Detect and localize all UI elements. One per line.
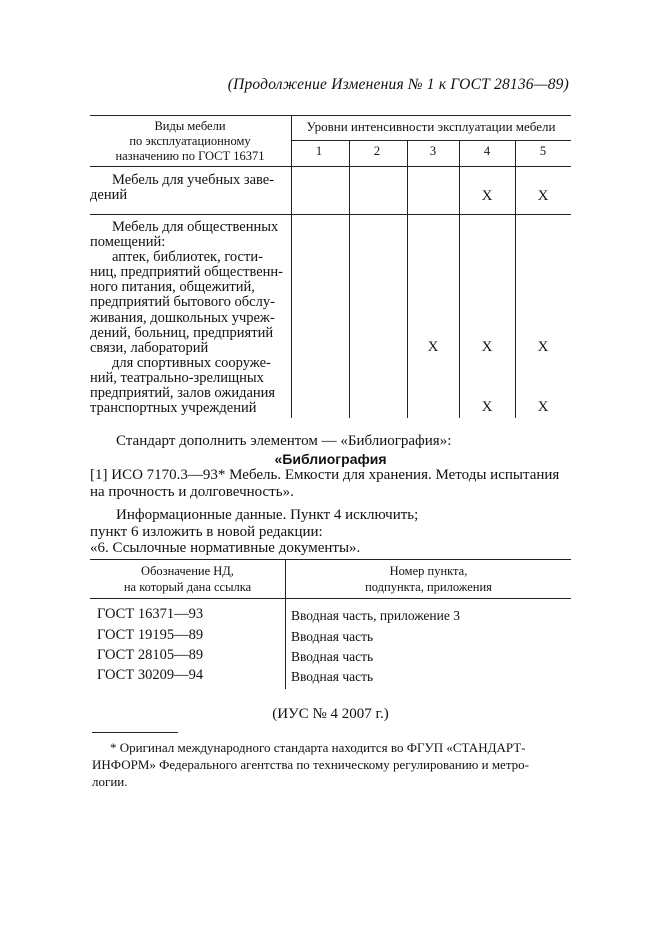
column-rule (349, 140, 350, 418)
mark-x: X (537, 399, 549, 415)
row-line: ного питания, общежитий, (90, 279, 255, 296)
mark-x: X (481, 188, 493, 204)
header-line: по эксплуатационному (129, 134, 251, 148)
header-bottom-rule (90, 166, 571, 167)
row-divider-rule (90, 214, 571, 215)
info-data-paragraph: «6. Ссылочные нормативные документы». (90, 540, 361, 556)
column-rule (515, 140, 516, 418)
mark-x: X (481, 339, 493, 355)
levels-subheader-rule (291, 140, 571, 141)
row-line: дений, больниц, предприятий (90, 324, 274, 341)
header-line: Виды мебели (154, 119, 226, 133)
item-number-header (286, 563, 571, 595)
header-line: назначению по ГОСТ 16371 (115, 149, 265, 163)
info-data-paragraph: пункт 6 изложить в новой редакции: (90, 524, 323, 540)
mark-x: X (481, 399, 493, 415)
row-line: живания, дошкольных учреж- (90, 309, 275, 326)
row-line: предприятий, залов ожидания (90, 385, 276, 402)
table-row-item: Вводная часть (291, 669, 374, 684)
level-5-header: 5 (539, 144, 547, 158)
bibliography-entry-line: [1] ИСО 7170.3—93* Мебель. Емкости для хранения. Методы испытания (90, 467, 560, 483)
header-line: Номер пункта, (389, 564, 468, 578)
bibliography-title: «Библиография (274, 451, 387, 467)
page-header: (Продолжение Изменения № 1 к ГОСТ 28136—89) (227, 76, 569, 93)
table-row-nd: ГОСТ 19195—89 (97, 627, 204, 643)
mark-x: X (427, 339, 439, 355)
row-line: ниц, предприятий общественн- (90, 264, 283, 281)
table-row-item: Вводная часть, приложение 3 (291, 608, 460, 623)
header-line: на который дана ссылка (123, 580, 252, 594)
table-top-rule (90, 115, 571, 116)
column-rule (459, 140, 460, 418)
row-line: ний, театрально-зрелищных (90, 369, 264, 386)
table-row-nd: ГОСТ 30209—94 (97, 667, 204, 683)
mark-x: X (537, 188, 549, 204)
row-line: Мебель для учебных заве- (112, 172, 275, 188)
footnote (92, 739, 570, 790)
row-line: связи, лабораторий (90, 339, 209, 356)
row-public-premises-furniture (90, 220, 290, 416)
level-3-header: 3 (429, 144, 437, 158)
row-line: предприятий бытового обслу- (90, 294, 275, 311)
table-top-rule (90, 559, 571, 560)
footnote-separator (92, 732, 178, 733)
footnote-line: логии. (92, 774, 128, 789)
footnote-line: ИНФОРМ» Федерального агентства по техническому регулированию и метро- (92, 757, 529, 772)
table-row-nd: ГОСТ 16371—93 (97, 606, 204, 622)
header-bottom-rule (90, 598, 571, 599)
level-4-header: 4 (483, 144, 491, 158)
furniture-levels-table (90, 115, 571, 418)
levels-header: Уровни интенсивности эксплуатации мебели (306, 119, 556, 134)
row-line: аптек, библиотек, гости- (112, 249, 263, 266)
mark-x: X (537, 339, 549, 355)
row-line: Мебель для общественных (112, 219, 279, 235)
row-line: для спортивных сооруже- (112, 354, 271, 371)
row-educational-furniture (90, 173, 290, 203)
add-bibliography-paragraph: Стандарт дополнить элементом — «Библиография»: (116, 433, 452, 449)
column-rule (407, 140, 408, 418)
row-line: дений (90, 187, 128, 204)
info-data-paragraph: Информационные данные. Пункт 4 исключить; (116, 507, 419, 523)
table-row-item: Вводная часть (291, 649, 374, 664)
level-1-header: 1 (315, 144, 323, 158)
header-line: Обозначение НД, (141, 564, 234, 578)
ius-reference: (ИУС № 4 2007 г.) (272, 706, 389, 722)
footnote-line: * Оригинал международного стандарта находится во ФГУП «СТАНДАРТ- (110, 740, 526, 755)
row-line: помещений: (90, 234, 166, 251)
header-line: подпункта, приложения (365, 580, 492, 594)
level-2-header: 2 (373, 144, 381, 158)
table-row-item: Вводная часть (291, 629, 374, 644)
normative-references-table (90, 559, 571, 689)
nd-designation-header (90, 563, 285, 595)
column-rule (291, 115, 292, 418)
furniture-type-header (90, 119, 290, 164)
row-line: транспортных учреждений (90, 400, 257, 417)
table-row-nd: ГОСТ 28105—89 (97, 647, 204, 663)
bibliography-entry-line: на прочность и долговечность». (90, 484, 294, 500)
